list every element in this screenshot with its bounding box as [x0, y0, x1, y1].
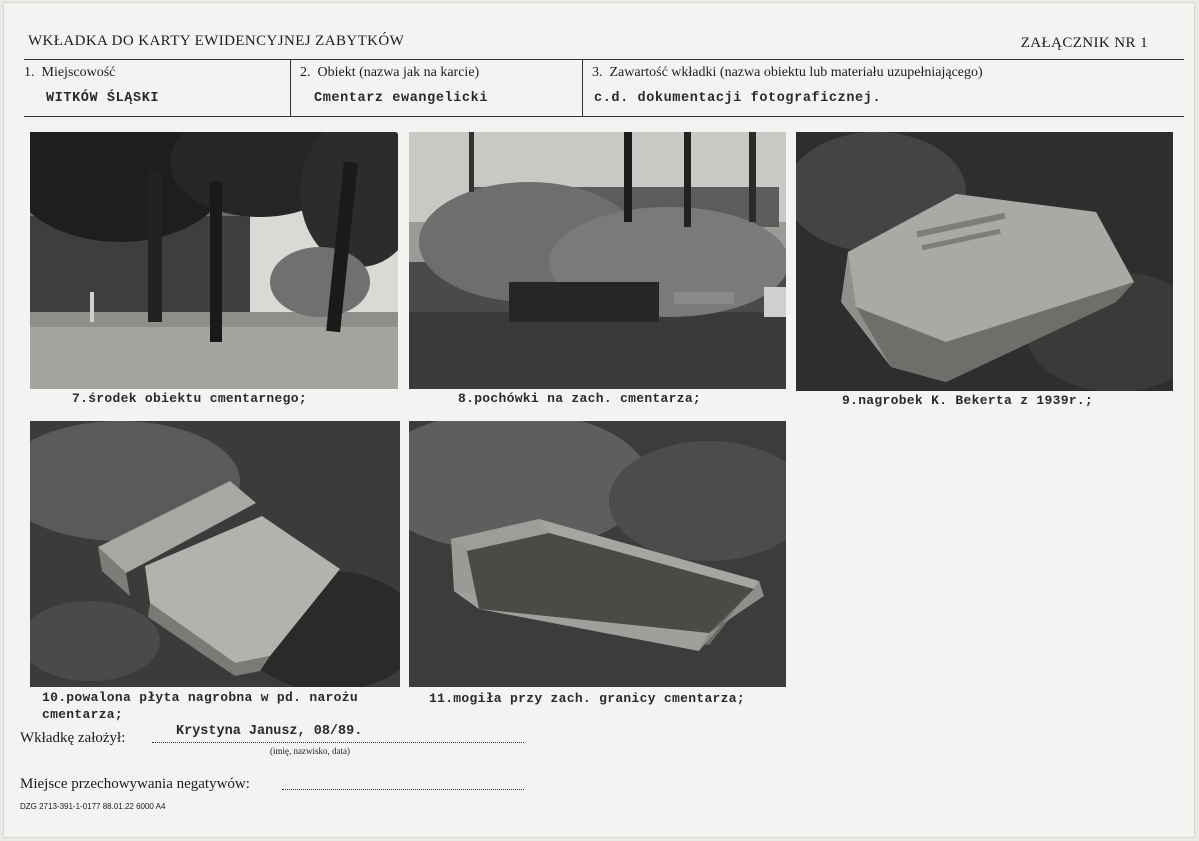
created-by-hint: (imię, nazwisko, data)	[270, 746, 350, 756]
header-rule-top	[24, 59, 1184, 60]
negatives-storage-line	[282, 789, 524, 790]
field-label: Miejscowość	[41, 65, 116, 80]
photo-7-caption: 7.środek obiektu cmentarnego;	[72, 391, 307, 406]
field-number: 2.	[300, 65, 311, 80]
field-locality	[24, 65, 159, 106]
photo-8-western-burials	[409, 132, 786, 389]
photo-10-caption-line2: cmentarza;	[42, 707, 124, 722]
photo-11-caption: 11.mogiła przy zach. granicy cmentarza;	[429, 691, 745, 706]
header-rule-bottom	[24, 116, 1184, 117]
photo-8-caption: 8.pochówki na zach. cmentarza;	[458, 391, 702, 406]
field-divider-2	[582, 59, 583, 116]
document-title: WKŁADKA DO KARTY EWIDENCYJNEJ ZABYTKÓW	[28, 33, 405, 49]
field-divider-1	[290, 59, 291, 116]
annex-number: ZAŁĄCZNIK NR 1	[1020, 35, 1148, 51]
field-value: c.d. dokumentacji fotograficznej.	[594, 91, 882, 106]
field-number: 1.	[24, 65, 35, 80]
photo-10-fallen-slab	[30, 421, 400, 687]
photo-9-caption: 9.nagrobek K. Bekerta z 1939r.;	[842, 393, 1094, 408]
photo-9-bekert-tombstone	[796, 132, 1173, 391]
photo-7-cemetery-centre	[30, 132, 398, 389]
created-by-value: Krystyna Janusz, 08/89.	[176, 724, 363, 739]
photo-11-grave-at-boundary	[409, 421, 786, 687]
photo-10-caption: 10.powalona płyta nagrobna w pd. narożu	[42, 690, 358, 705]
record-sheet	[4, 3, 1194, 837]
field-value: Cmentarz ewangelicki	[314, 91, 489, 106]
field-value: WITKÓW ŚLĄSKI	[46, 91, 160, 106]
field-number: 3.	[592, 65, 603, 80]
field-label: Obiekt (nazwa jak na karcie)	[317, 65, 480, 80]
field-label: Zawartość wkładki (nazwa obiektu lub materiału uzupełniającego)	[609, 65, 983, 80]
field-contents	[592, 65, 983, 106]
created-by-line	[152, 742, 524, 743]
print-code: DZG 2713-391-1-0177 88.01.22 6000 A4	[20, 802, 166, 811]
field-object	[300, 65, 488, 106]
created-by-label: Wkładkę założył:	[20, 730, 126, 746]
negatives-storage-label: Miejsce przechowywania negatywów:	[20, 776, 250, 792]
